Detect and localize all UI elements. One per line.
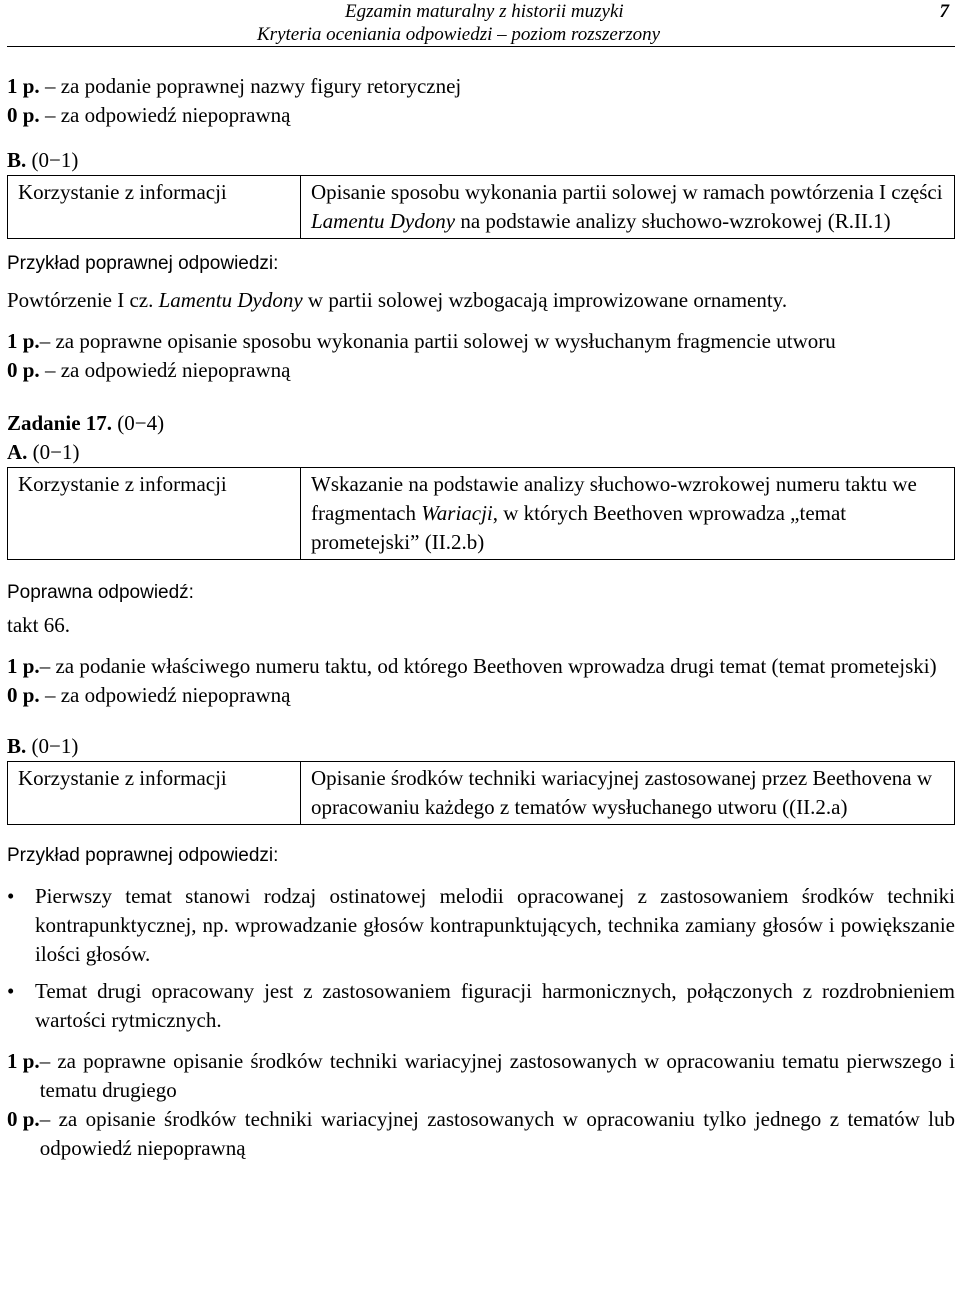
section-a (7, 438, 955, 710)
header-title-line1: Egzamin maturalny z historii muzyki (345, 1, 624, 22)
criterion-0p: 0 p. – za odpowiedź niepoprawną (7, 683, 291, 707)
criterion-1p: 1 p. – za podanie właściwego numeru taktu, od którego Beethoven wprowadza drugi temat (temat prometejski) (7, 654, 937, 678)
answer-label: Poprawna odpowiedź: (7, 582, 194, 603)
section-b2-table (7, 761, 955, 825)
top-criteria (7, 72, 955, 130)
section-b1-heading: B. (0−1) (7, 148, 79, 172)
bullet-icon: • (7, 979, 15, 1003)
section-b1-table (7, 175, 955, 239)
page-number: 7 (939, 1, 949, 22)
criterion-0p: 0 p. – za opisanie środków techniki wariacyjnej zastosowanych w opracowaniu tylko jednego z tematów lub odpowiedź niepoprawną (7, 1107, 955, 1160)
section-b1 (7, 146, 955, 385)
criterion-1p: 1 p. – za podanie poprawnej nazwy figury retorycznej (7, 74, 462, 98)
example-answer: Powtórzenie I cz. Lamentu Dydony w partii solowej wzbogacają improwizowane ornamenty. (7, 288, 788, 312)
task-17 (7, 409, 955, 710)
table-right-cell: Opisanie środków techniki wariacyjnej zastosowanej przez Beethovena w opracowaniu każdego z tematów wysłuchanego utworu ((II.2.a) (301, 762, 955, 825)
bullet-list (7, 882, 955, 1035)
table-left-cell: Korzystanie z informacji (8, 762, 301, 825)
task-17-title: Zadanie 17. (0−4) (7, 411, 165, 435)
criterion-0p: 0 p. – za odpowiedź niepoprawną (7, 358, 291, 382)
example-label: Przykład poprawnej odpowiedzi: (7, 845, 279, 866)
table-left-cell: Korzystanie z informacji (8, 176, 301, 239)
header-title-line2: Kryteria oceniania odpowiedzi – poziom rozszerzony (257, 24, 661, 45)
example-label: Przykład poprawnej odpowiedzi: (7, 253, 279, 274)
table-left-cell: Korzystanie z informacji (8, 468, 301, 560)
criterion-1p: 1 p. – za poprawne opisanie środków techniki wariacyjnej zastosowanych w opracowaniu tematu pierwszego i tematu drugiego (7, 1049, 955, 1102)
section-b2-heading: B. (0−1) (7, 734, 79, 758)
list-item: • Temat drugi opracowany jest z zastosowaniem figuracji harmonicznych, połączonych z rozdrobnieniem wartości rytmicznych. (7, 977, 955, 1035)
answer-value: takt 66. (7, 613, 70, 637)
section-a-heading: A. (0−1) (7, 440, 80, 464)
list-item: • Pierwszy temat stanowi rodzaj ostinatowej melodii opracowanej z zastosowaniem środków techniki kontrapunktycznej, np. wprowadzanie głosów kontrapunktujących, technika zamiany głosów i powiększanie ilości głosów. (7, 882, 955, 969)
table-right-cell: Wskazanie na podstawie analizy słuchowo-wzrokowej numeru taktu we fragmentach Wariacji, w których Beethoven wprowadza „temat prometejski” (II.2.b) (301, 468, 955, 560)
page-header (7, 0, 955, 47)
page (7, 0, 955, 1163)
bullet-icon: • (7, 884, 15, 908)
table-right-cell: Opisanie sposobu wykonania partii solowej w ramach powtórzenia I części Lamentu Dydony na podstawie analizy słuchowo-wzrokowej (R.II.1) (301, 176, 955, 239)
criterion-0p: 0 p. – za odpowiedź niepoprawną (7, 103, 291, 127)
criterion-1p: 1 p. – za poprawne opisanie sposobu wykonania partii solowej w wysłuchanym fragmencie utworu (7, 329, 836, 353)
section-a-table (7, 467, 955, 560)
section-b2 (7, 732, 955, 1163)
